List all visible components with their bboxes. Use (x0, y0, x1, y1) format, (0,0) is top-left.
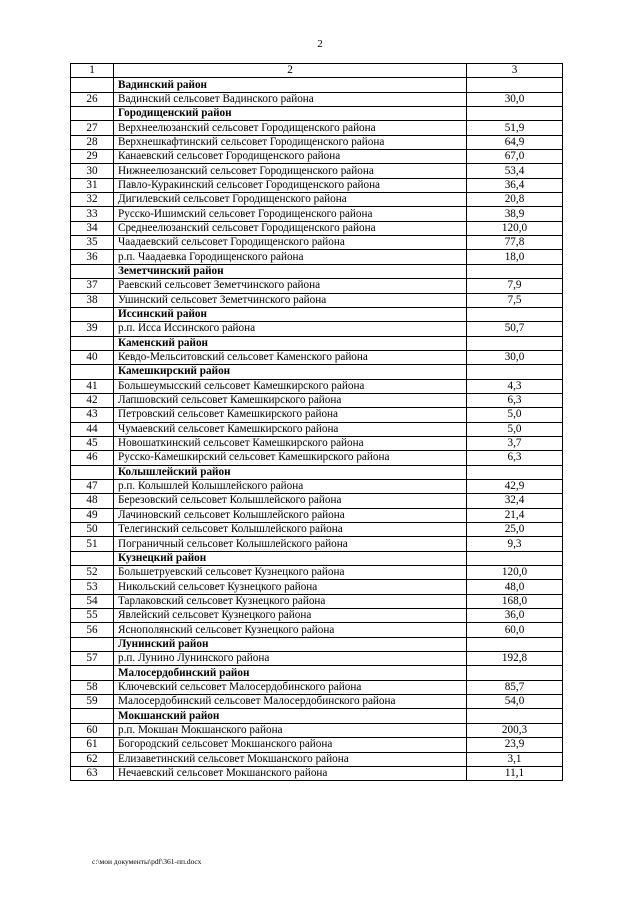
row-value: 6,3 (467, 393, 563, 407)
settlement-name: Русско-Камешкирский сельсовет Камешкирского района (114, 451, 467, 465)
district-name: Иссинский район (114, 307, 467, 321)
row-number (71, 709, 114, 723)
table-row (71, 580, 563, 594)
district-header-row (71, 551, 563, 565)
row-value: 120,0 (467, 221, 563, 235)
district-name: Кузнецкий район (114, 551, 467, 565)
row-value (467, 709, 563, 723)
page-number: 2 (317, 38, 323, 50)
row-value (467, 78, 563, 92)
settlement-name: Ключевский сельсовет Малосердобинского района (114, 680, 467, 694)
table-header-row (71, 64, 563, 78)
district-name: Камешкирский район (114, 365, 467, 379)
row-value: 36,0 (467, 609, 563, 623)
row-value (467, 107, 563, 121)
settlement-name: Явлейский сельсовет Кузнецкого района (114, 609, 467, 623)
row-number: 31 (71, 178, 114, 192)
row-number (71, 666, 114, 680)
settlement-name: Елизаветинский сельсовет Мокшанского района (114, 752, 467, 766)
table-row (71, 436, 563, 450)
settlement-name: Среднеелюзанский сельсовет Городищенского района (114, 221, 467, 235)
table-row (71, 494, 563, 508)
row-number: 57 (71, 652, 114, 666)
row-number: 54 (71, 594, 114, 608)
row-number: 30 (71, 164, 114, 178)
settlement-name: Пограничный сельсовет Колышлейского района (114, 537, 467, 551)
district-header-row (71, 365, 563, 379)
settlement-name: р.п. Лунино Лунинского района (114, 652, 467, 666)
district-header-row (71, 336, 563, 350)
row-number: 33 (71, 207, 114, 221)
row-number: 49 (71, 508, 114, 522)
row-number: 39 (71, 322, 114, 336)
row-number: 53 (71, 580, 114, 594)
row-number (71, 78, 114, 92)
district-header-row (71, 465, 563, 479)
row-value: 50,7 (467, 322, 563, 336)
row-value: 11,1 (467, 766, 563, 780)
settlement-name: Кевдо-Мельситовский сельсовет Каменского района (114, 350, 467, 364)
row-number: 48 (71, 494, 114, 508)
district-header-row (71, 307, 563, 321)
row-number: 62 (71, 752, 114, 766)
row-value (467, 365, 563, 379)
settlement-name: Малосердобинский сельсовет Малосердобинского района (114, 695, 467, 709)
table-row (71, 566, 563, 580)
row-value: 7,5 (467, 293, 563, 307)
row-number: 44 (71, 422, 114, 436)
settlement-name: Павло-Куракинский сельсовет Городищенского района (114, 178, 467, 192)
row-number: 34 (71, 221, 114, 235)
table-row (71, 322, 563, 336)
row-value: 3,1 (467, 752, 563, 766)
row-number: 63 (71, 766, 114, 780)
row-number: 43 (71, 408, 114, 422)
row-value: 20,8 (467, 193, 563, 207)
table-row (71, 250, 563, 264)
district-header-row (71, 709, 563, 723)
row-value: 36,4 (467, 178, 563, 192)
district-name: Земетчинский район (114, 264, 467, 278)
row-value: 9,3 (467, 537, 563, 551)
row-value: 53,4 (467, 164, 563, 178)
row-value: 30,0 (467, 350, 563, 364)
table-row (71, 451, 563, 465)
table-row (71, 508, 563, 522)
row-number: 60 (71, 723, 114, 737)
row-number: 46 (71, 451, 114, 465)
row-value (467, 666, 563, 680)
district-name: Каменский район (114, 336, 467, 350)
table-row (71, 695, 563, 709)
settlement-name: Чумаевский сельсовет Камешкирского района (114, 422, 467, 436)
district-header-row (71, 78, 563, 92)
table-row (71, 121, 563, 135)
settlement-name: Раевский сельсовет Земетчинского района (114, 279, 467, 293)
settlement-name: Большеумысский сельсовет Камешкирского района (114, 379, 467, 393)
district-name: Мокшанский район (114, 709, 467, 723)
header-col-2: 2 (114, 64, 467, 78)
settlement-name: р.п. Колышлей Колышлейского района (114, 479, 467, 493)
row-number: 51 (71, 537, 114, 551)
table-row (71, 680, 563, 694)
row-value (467, 551, 563, 565)
district-name: Вадинский район (114, 78, 467, 92)
row-number: 32 (71, 193, 114, 207)
district-header-row (71, 666, 563, 680)
settlement-name: р.п. Мокшан Мокшанского района (114, 723, 467, 737)
row-number: 55 (71, 609, 114, 623)
table-row (71, 594, 563, 608)
row-value (467, 637, 563, 651)
file-path-footer: c:\мои документы\pdf\361-пп.docx (92, 857, 202, 866)
row-number (71, 107, 114, 121)
row-number: 37 (71, 279, 114, 293)
district-name: Городищенский район (114, 107, 467, 121)
settlement-name: Канаевский сельсовет Городищенского района (114, 150, 467, 164)
row-number: 42 (71, 393, 114, 407)
settlement-name: Русско-Ишимский сельсовет Городищенского района (114, 207, 467, 221)
row-number: 27 (71, 121, 114, 135)
settlement-name: Вадинский сельсовет Вадинского района (114, 92, 467, 106)
row-value (467, 307, 563, 321)
settlement-name: Верхнеелюзанский сельсовет Городищенского района (114, 121, 467, 135)
table-row (71, 350, 563, 364)
table-row (71, 236, 563, 250)
header-col-3: 3 (467, 64, 563, 78)
row-value: 23,9 (467, 738, 563, 752)
table-row (71, 178, 563, 192)
table-row (71, 164, 563, 178)
row-number: 26 (71, 92, 114, 106)
row-number (71, 465, 114, 479)
row-value: 200,3 (467, 723, 563, 737)
row-number (71, 307, 114, 321)
table-row (71, 408, 563, 422)
row-value: 5,0 (467, 422, 563, 436)
table-row (71, 193, 563, 207)
table-row (71, 479, 563, 493)
district-header-row (71, 264, 563, 278)
row-value: 25,0 (467, 523, 563, 537)
table-row (71, 738, 563, 752)
row-number (71, 637, 114, 651)
row-number: 56 (71, 623, 114, 637)
row-value: 30,0 (467, 92, 563, 106)
row-number: 36 (71, 250, 114, 264)
row-value: 120,0 (467, 566, 563, 580)
row-value: 42,9 (467, 479, 563, 493)
row-value: 54,0 (467, 695, 563, 709)
table-row (71, 379, 563, 393)
row-value: 48,0 (467, 580, 563, 594)
settlement-name: Ушинский сельсовет Земетчинского района (114, 293, 467, 307)
settlement-name: Яснополянский сельсовет Кузнецкого района (114, 623, 467, 637)
row-number: 59 (71, 695, 114, 709)
row-number: 41 (71, 379, 114, 393)
table-row (71, 422, 563, 436)
row-number: 45 (71, 436, 114, 450)
row-value (467, 336, 563, 350)
table-row (71, 523, 563, 537)
row-number: 52 (71, 566, 114, 580)
settlement-name: Лачиновский сельсовет Колышлейского района (114, 508, 467, 522)
district-name: Колышлейский район (114, 465, 467, 479)
row-number (71, 336, 114, 350)
row-value: 64,9 (467, 135, 563, 149)
row-value (467, 465, 563, 479)
row-number (71, 365, 114, 379)
settlement-name: Новошаткинский сельсовет Камешкирского района (114, 436, 467, 450)
table-row (71, 279, 563, 293)
table-row (71, 537, 563, 551)
row-value: 192,8 (467, 652, 563, 666)
district-name: Малосердобинский район (114, 666, 467, 680)
row-value: 32,4 (467, 494, 563, 508)
table-row (71, 723, 563, 737)
row-number: 47 (71, 479, 114, 493)
row-value: 21,4 (467, 508, 563, 522)
settlement-name: Лапшовский сельсовет Камешкирского района (114, 393, 467, 407)
settlement-name: Дигилевский сельсовет Городищенского района (114, 193, 467, 207)
row-value: 60,0 (467, 623, 563, 637)
table-body (71, 64, 563, 781)
row-number: 40 (71, 350, 114, 364)
row-value: 67,0 (467, 150, 563, 164)
settlement-name: Большетруевский сельсовет Кузнецкого района (114, 566, 467, 580)
table-row (71, 92, 563, 106)
settlement-name: Богородский сельсовет Мокшанского района (114, 738, 467, 752)
row-number: 50 (71, 523, 114, 537)
allocation-table (70, 63, 563, 781)
district-header-row (71, 637, 563, 651)
table-row (71, 609, 563, 623)
table-row (71, 652, 563, 666)
row-value (467, 264, 563, 278)
row-value: 4,3 (467, 379, 563, 393)
table-row (71, 752, 563, 766)
district-header-row (71, 107, 563, 121)
table-row (71, 766, 563, 780)
row-value: 38,9 (467, 207, 563, 221)
table-row (71, 393, 563, 407)
settlement-name: Тарлаковский сельсовет Кузнецкого района (114, 594, 467, 608)
row-number: 61 (71, 738, 114, 752)
row-value: 5,0 (467, 408, 563, 422)
row-value: 3,7 (467, 436, 563, 450)
table-row (71, 623, 563, 637)
settlement-name: Никольский сельсовет Кузнецкого района (114, 580, 467, 594)
settlement-name: Верхнешкафтинский сельсовет Городищенского района (114, 135, 467, 149)
row-number: 35 (71, 236, 114, 250)
row-value: 77,8 (467, 236, 563, 250)
row-number: 29 (71, 150, 114, 164)
row-number (71, 264, 114, 278)
table-row (71, 135, 563, 149)
settlement-name: Телегинский сельсовет Колышлейского района (114, 523, 467, 537)
row-value: 6,3 (467, 451, 563, 465)
settlement-name: Чаадаевский сельсовет Городищенского района (114, 236, 467, 250)
settlement-name: р.п. Исса Иссинского района (114, 322, 467, 336)
row-value: 51,9 (467, 121, 563, 135)
table-row (71, 207, 563, 221)
row-number: 58 (71, 680, 114, 694)
settlement-name: р.п. Чаадаевка Городищенского района (114, 250, 467, 264)
settlement-name: Березовский сельсовет Колышлейского района (114, 494, 467, 508)
header-col-1: 1 (71, 64, 114, 78)
table-row (71, 293, 563, 307)
settlement-name: Нижнеелюзанский сельсовет Городищенского района (114, 164, 467, 178)
row-value: 18,0 (467, 250, 563, 264)
row-value: 168,0 (467, 594, 563, 608)
table-row (71, 221, 563, 235)
row-value: 85,7 (467, 680, 563, 694)
district-name: Лунинский район (114, 637, 467, 651)
settlement-name: Петровский сельсовет Камешкирского района (114, 408, 467, 422)
settlement-name: Нечаевский сельсовет Мокшанского района (114, 766, 467, 780)
row-value: 7,9 (467, 279, 563, 293)
row-number: 28 (71, 135, 114, 149)
row-number: 38 (71, 293, 114, 307)
row-number (71, 551, 114, 565)
table-row (71, 150, 563, 164)
